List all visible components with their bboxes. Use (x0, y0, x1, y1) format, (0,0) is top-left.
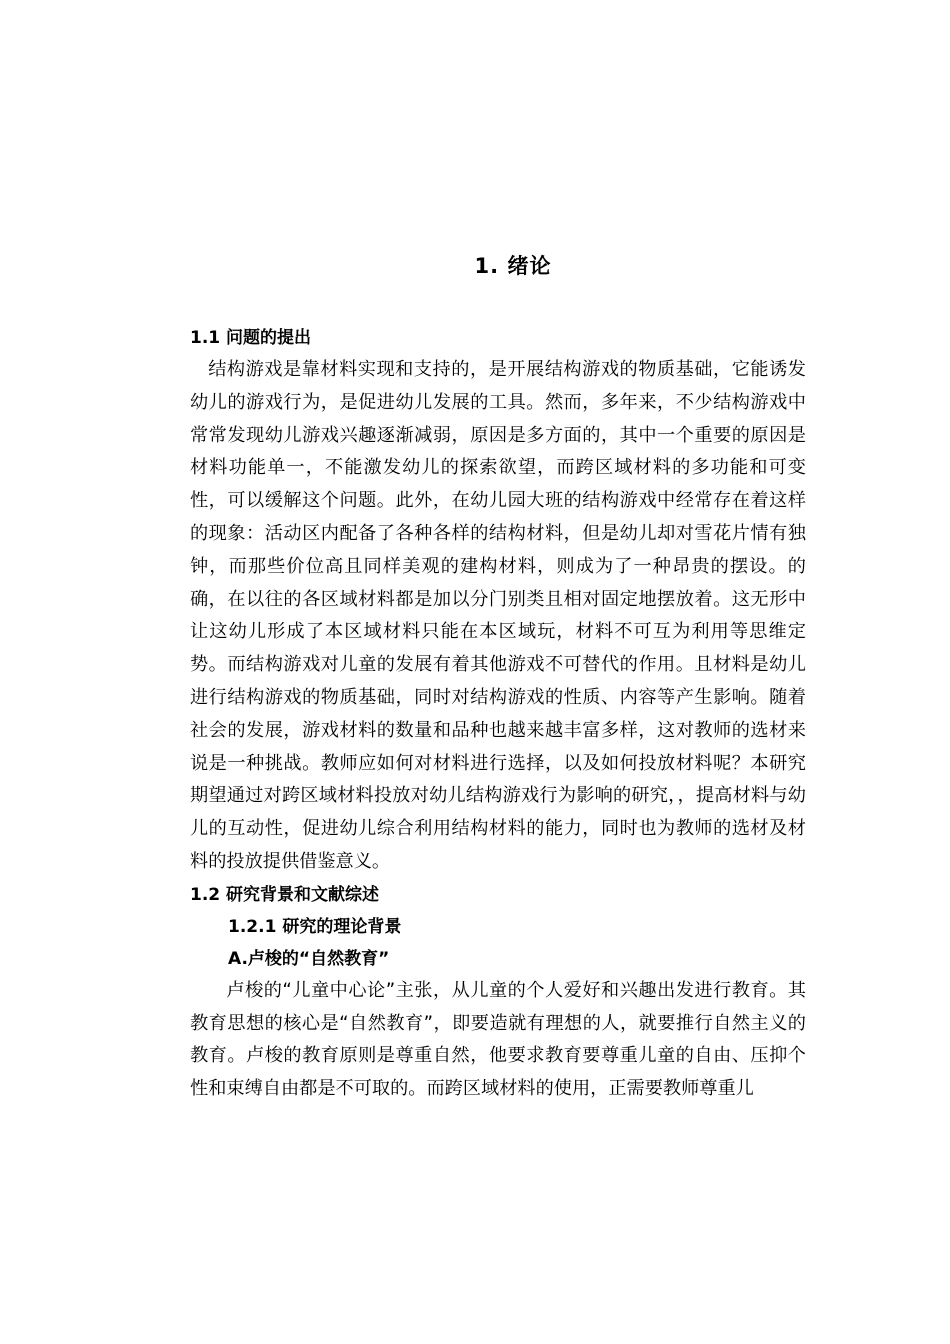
chapter-title: 1. 绪论 (474, 254, 552, 278)
subsection-heading-part-a: A.卢梭的“自然教育” (228, 948, 390, 969)
paragraph-rousseau-natural-education: 卢梭的“儿童中心论”主张，从儿童的个人爱好和兴趣出发进行教育。其教育思想的核心是“自然教育”，即要造就有理想的人，就要推行自然主义的教育。卢梭的教育原则是尊重自然，他要求教育要尊重儿童的自由、压抑个性和束缚自由都是不可取的。而跨区域材料的使用，正需要教师尊重儿 (190, 979, 806, 1100)
section-heading-1-1: 1.1 问题的提出 (190, 328, 312, 348)
paragraph-problem-statement: 结构游戏是靠材料实现和支持的，是开展结构游戏的物质基础，它能诱发幼儿的游戏行为，是促进幼儿发展的工具。然而，多年来，不少结构游戏中常常发现幼儿游戏兴趣逐渐减弱，原因是多方面的，其中一个重要的原因是材料功能单一，不能激发幼儿的探索欲望，而跨区域材料的多功能和可变性，可以缓解这个问题。此外，在幼儿园大班的结构游戏中经常存在着这样的现象：活动区内配备了各种各样的结构材料，但是幼儿却对雪花片情有独钟，而那些价位高且同样美观的建构材料，则成为了一种昂贵的摆设。的确，在以往的各区域材料都是加以分门别类且相对固定地摆放着。这无形中让这幼儿形成了本区域材料只能在本区域玩，材料不可互为利用等思维定势。而结构游戏对儿童的发展有着其他游戏不可替代的作用。且材料是幼儿进行结构游戏的物质基础，同时对结构游戏的性质、内容等产生影响。随着社会的发展，游戏材料的数量和品种也越来越丰富多样，这对教师的选材来说是一种挑战。教师应如何对材料进行选择，以及如何投放材料呢？本研究期望通过对跨区域材料投放对幼儿结构游戏行为影响的研究，，提高材料与幼儿的互动性，促进幼儿综合利用结构材料的能力，同时也为教师的选材及材料的投放提供借鉴意义。 (190, 359, 806, 872)
subsection-heading-1-2-1: 1.2.1 研究的理论背景 (228, 916, 402, 937)
section-heading-1-2: 1.2 研究背景和文献综述 (190, 884, 380, 905)
body-content (190, 322, 806, 1106)
